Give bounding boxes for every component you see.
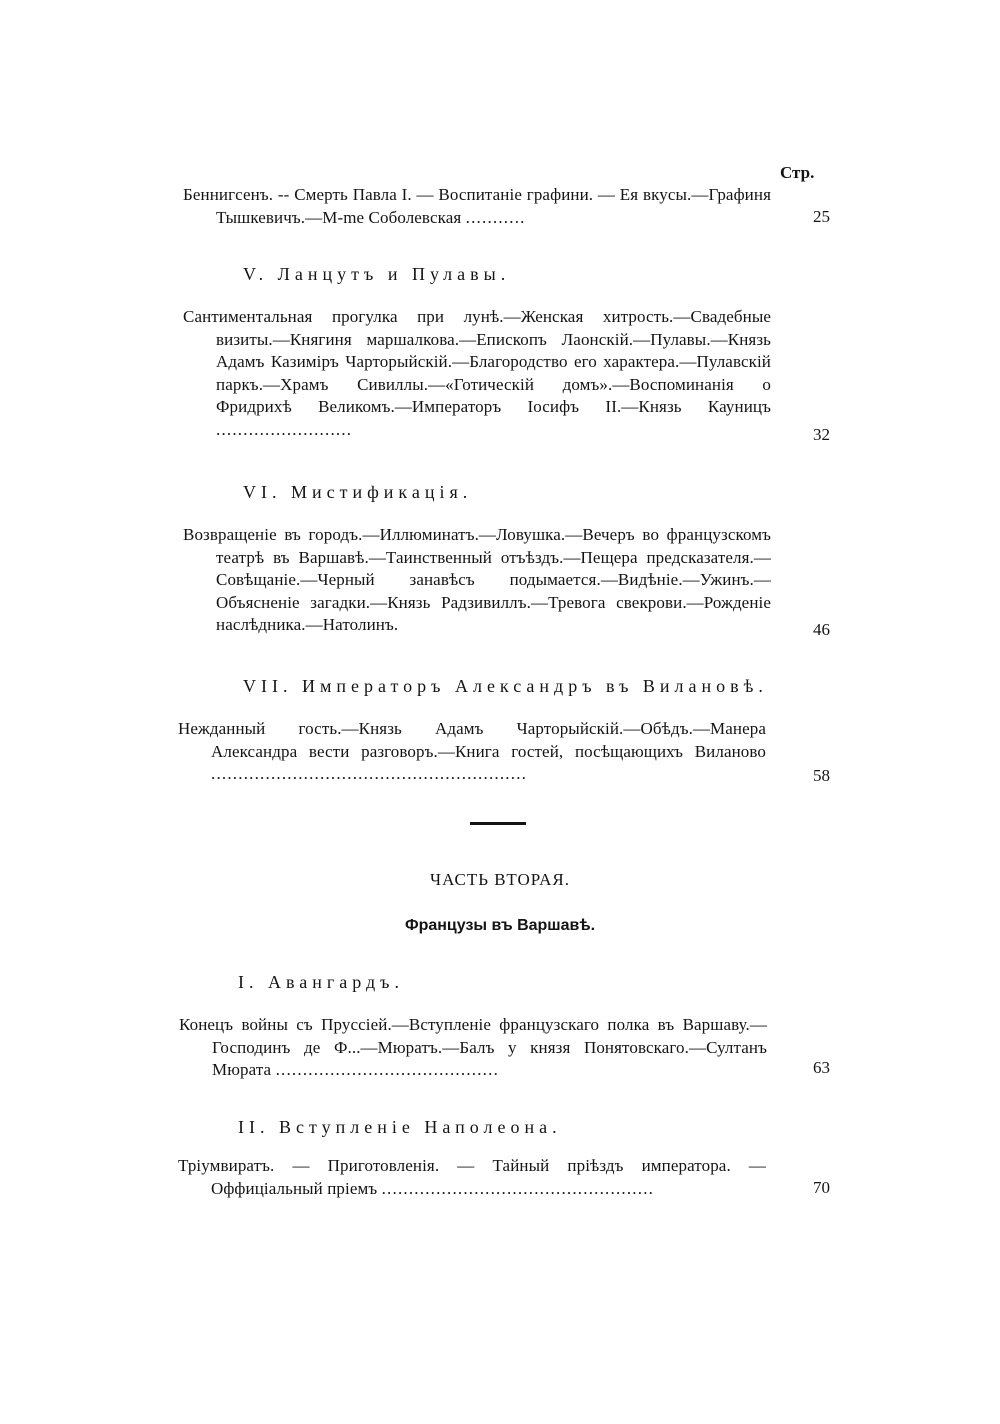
part-two-title: ЧАСТЬ ВТОРАЯ.: [430, 870, 570, 889]
part-two-subtitle: Французы въ Варшавѣ.: [404, 917, 596, 934]
toc-entry-text: Тріумвиратъ. — Приготовленія. — Тайный пріѣздъ императора. — Оффиціальный пріемъ: [178, 1156, 766, 1198]
toc-page-number: 63: [813, 1058, 830, 1077]
toc-entry-chapter-vii: [178, 718, 766, 786]
leader-dots: ...........: [465, 207, 526, 227]
toc-entry-text: Возвращеніе въ городъ.—Иллюминатъ.—Ловушка.—Вечеръ во французскомъ театрѣ въ Варшавѣ.—Таинственный отъѣздъ.—Пещера предсказателя.—Совѣщаніе.—Черный занавѣсъ подымается.—Видѣніе.—Ужинъ.—Объясненіе загадки.—Князь Радзивиллъ.—Тревога свекрови.—Рожденіе наслѣдника.—Натолинъ.: [183, 525, 771, 634]
page-column-header: Стр.: [780, 163, 815, 182]
toc-entry-text: Сантиментальная прогулка при лунѣ.—Женская хитрость.—Свадебные визиты.—Княгиня маршалкова.—Епископъ Лаонскій.—Пулавы.—Князь Адамъ Казиміръ Чарторыйскій.—Благородство его характера.—Пулавскій паркъ.—Храмъ Сивиллы.—«Готическій домъ».—Воспоминанія о Фридрихѣ Великомъ.—Императоръ Іосифъ II.—Князь Кауницъ: [183, 307, 771, 416]
toc-page-number: 46: [813, 620, 830, 639]
leader-dots: ..........................................................: [211, 764, 528, 783]
chapter-heading-part2-i: I. Авангардъ.: [238, 972, 404, 992]
toc-entry-benningsen: [183, 184, 771, 229]
toc-page-number: 32: [813, 425, 830, 444]
leader-dots: .........................................: [275, 1060, 500, 1079]
leader-dots: ..................................................: [381, 1178, 655, 1198]
toc-entry-chapter-vi: [183, 524, 771, 637]
chapter-heading-v: V. Ланцутъ и Пулавы.: [243, 264, 511, 284]
toc-page-number: 70: [813, 1178, 830, 1197]
toc-entry-part2-i: [179, 1014, 767, 1082]
toc-entry-text: Нежданный гость.—Князь Адамъ Чарторыйскій.—Обѣдъ.—Манера Александра вести разговоръ.—Книга гостей, посѣщающихъ Виланово: [178, 719, 766, 761]
section-divider: [470, 822, 526, 825]
toc-page-number: 58: [813, 766, 830, 785]
toc-entry-part2-ii: [178, 1155, 766, 1200]
chapter-heading-part2-ii: II. Вступленіе Наполеона.: [238, 1117, 562, 1137]
leader-dots: .........................: [216, 419, 353, 439]
chapter-heading-vii: VII. Императоръ Александръ въ Вилановѣ.: [243, 676, 768, 696]
toc-page-number: 25: [813, 207, 830, 226]
toc-entry-text: Конецъ войны съ Пруссіей.—Вступленіе французскаго полка въ Варшаву.—Господинъ де Ф...—Мюратъ.—Балъ у князя Понятовскаго.—Султанъ Мюрата: [179, 1015, 767, 1079]
chapter-heading-vi: VI. Мистификація.: [243, 482, 473, 502]
toc-entry-text: Беннигсенъ. -- Смерть Павла I. — Воспитаніе графини. — Ея вкусы.—Графиня Тышкевичъ.—М-me Соболевская: [183, 185, 771, 227]
toc-entry-chapter-v: [183, 306, 771, 441]
